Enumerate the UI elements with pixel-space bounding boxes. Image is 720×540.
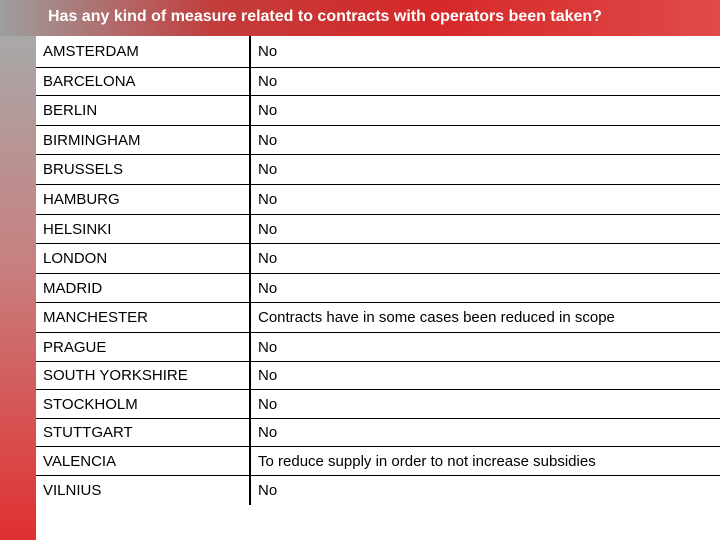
answer-cell: No (258, 279, 278, 297)
page-title: Has any kind of measure related to contracts with operators been taken? (48, 8, 602, 25)
title-bar (0, 0, 720, 36)
answer-cell: No (258, 482, 278, 499)
table-row (36, 126, 720, 155)
table-row (36, 185, 720, 215)
table-row (36, 244, 720, 274)
answer-cell: No (258, 367, 278, 384)
table-row (36, 68, 720, 96)
city-cell: LONDON (36, 244, 251, 273)
answer-cell: No (258, 220, 278, 238)
city-cell: MANCHESTER (36, 303, 251, 332)
results-table (36, 36, 720, 505)
city-cell: BRUSSELS (36, 155, 251, 184)
city-cell: HAMBURG (36, 185, 251, 214)
city-cell: SOUTH YORKSHIRE (36, 362, 251, 389)
answer-cell: No (258, 191, 278, 208)
answer-cell: Contracts have in some cases been reduced in scope (258, 309, 615, 326)
decorative-left-strip (0, 36, 36, 540)
answer-cell: No (258, 250, 278, 267)
city-cell: BERLIN (36, 96, 251, 125)
table-row (36, 36, 720, 68)
answer-cell: No (258, 395, 278, 413)
city-cell: BARCELONA (36, 68, 251, 95)
answer-cell: No (258, 43, 278, 60)
answer-cell: No (258, 161, 278, 178)
table-row (36, 215, 720, 244)
answer-cell: To reduce supply in order to not increase subsidies (258, 452, 596, 470)
table-row (36, 419, 720, 447)
city-cell: VALENCIA (36, 447, 251, 475)
city-cell: STUTTGART (36, 419, 251, 446)
table-row (36, 390, 720, 419)
city-cell: STOCKHOLM (36, 390, 251, 418)
table-row (36, 333, 720, 362)
city-cell: BIRMINGHAM (36, 126, 251, 154)
table-row (36, 362, 720, 390)
city-cell: VILNIUS (36, 476, 251, 505)
table-row (36, 476, 720, 505)
table-row (36, 274, 720, 303)
city-cell: HELSINKI (36, 215, 251, 243)
answer-cell: No (258, 338, 278, 356)
table-row (36, 447, 720, 476)
table-row (36, 303, 720, 333)
city-cell: MADRID (36, 274, 251, 302)
answer-cell: No (258, 102, 278, 119)
city-cell: AMSTERDAM (36, 36, 251, 67)
answer-cell: No (258, 73, 278, 90)
table-row (36, 155, 720, 185)
table-row (36, 96, 720, 126)
answer-cell: No (258, 131, 278, 149)
city-cell: PRAGUE (36, 333, 251, 361)
answer-cell: No (258, 424, 278, 441)
